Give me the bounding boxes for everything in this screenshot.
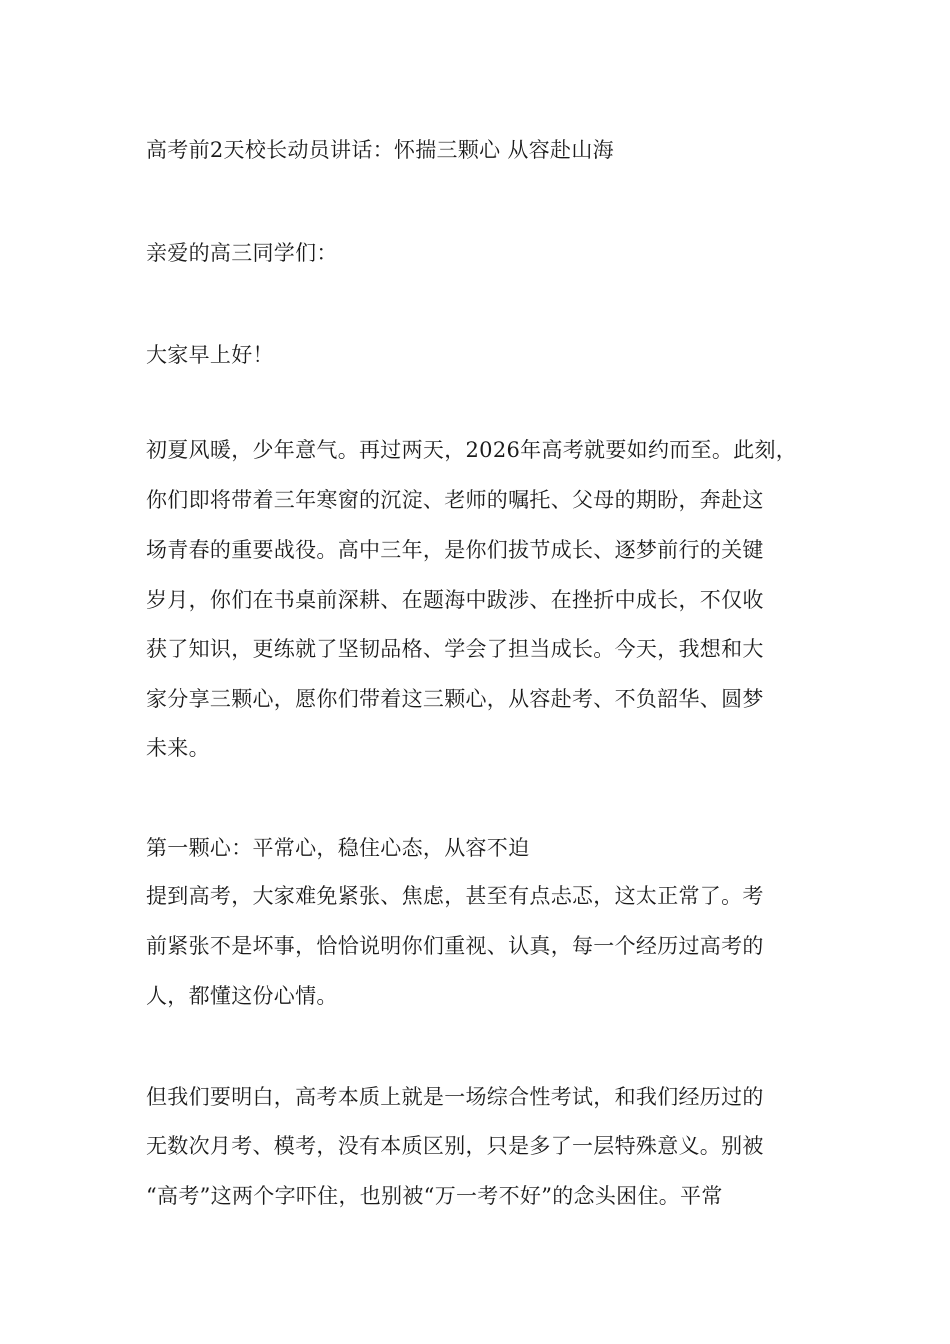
paragraph-line: 前紧张不是坏事，恰恰说明你们重视、认真，每一个经历过高考的 <box>146 934 764 958</box>
section-heading: 第一颗心：平常心，稳住心态，从容不迫 <box>146 836 530 860</box>
salutation: 亲爱的高三同学们： <box>146 241 338 265</box>
greeting: 大家早上好！ <box>146 343 274 367</box>
paragraph-line: 家分享三颗心，愿你们带着这三颗心，从容赴考、不负韶华、圆梦 <box>146 687 764 711</box>
paragraph-line: 人，都懂这份心情。 <box>146 984 338 1008</box>
paragraph-line: 但我们要明白，高考本质上就是一场综合性考试，和我们经历过的 <box>146 1085 764 1109</box>
paragraph-line: 初夏风暖，少年意气。再过两天，2026年高考就要如约而至。此刻， <box>146 438 798 462</box>
paragraph-line: 获了知识，更练就了坚韧品格、学会了担当成长。今天，我想和大 <box>146 637 764 661</box>
paragraph-line: 无数次月考、模考，没有本质区别，只是多了一层特殊意义。别被 <box>146 1134 764 1158</box>
paragraph-line: 未来。 <box>146 736 210 760</box>
paragraph-line: 岁月，你们在书桌前深耕、在题海中跋涉、在挫折中成长，不仅收 <box>146 588 764 612</box>
paragraph-line: 提到高考，大家难免紧张、焦虑，甚至有点忐忑，这太正常了。考 <box>146 884 764 908</box>
paragraph-line: 场青春的重要战役。高中三年，是你们拔节成长、逐梦前行的关键 <box>146 538 764 562</box>
paragraph-line: 你们即将带着三年寒窗的沉淀、老师的嘱托、父母的期盼，奔赴这 <box>146 488 764 512</box>
paragraph-line: “高考”这两个字吓住，也别被“万一考不好”的念头困住。平常 <box>146 1184 723 1208</box>
document-title: 高考前2天校长动员讲话：怀揣三颗心 从容赴山海 <box>146 138 614 162</box>
